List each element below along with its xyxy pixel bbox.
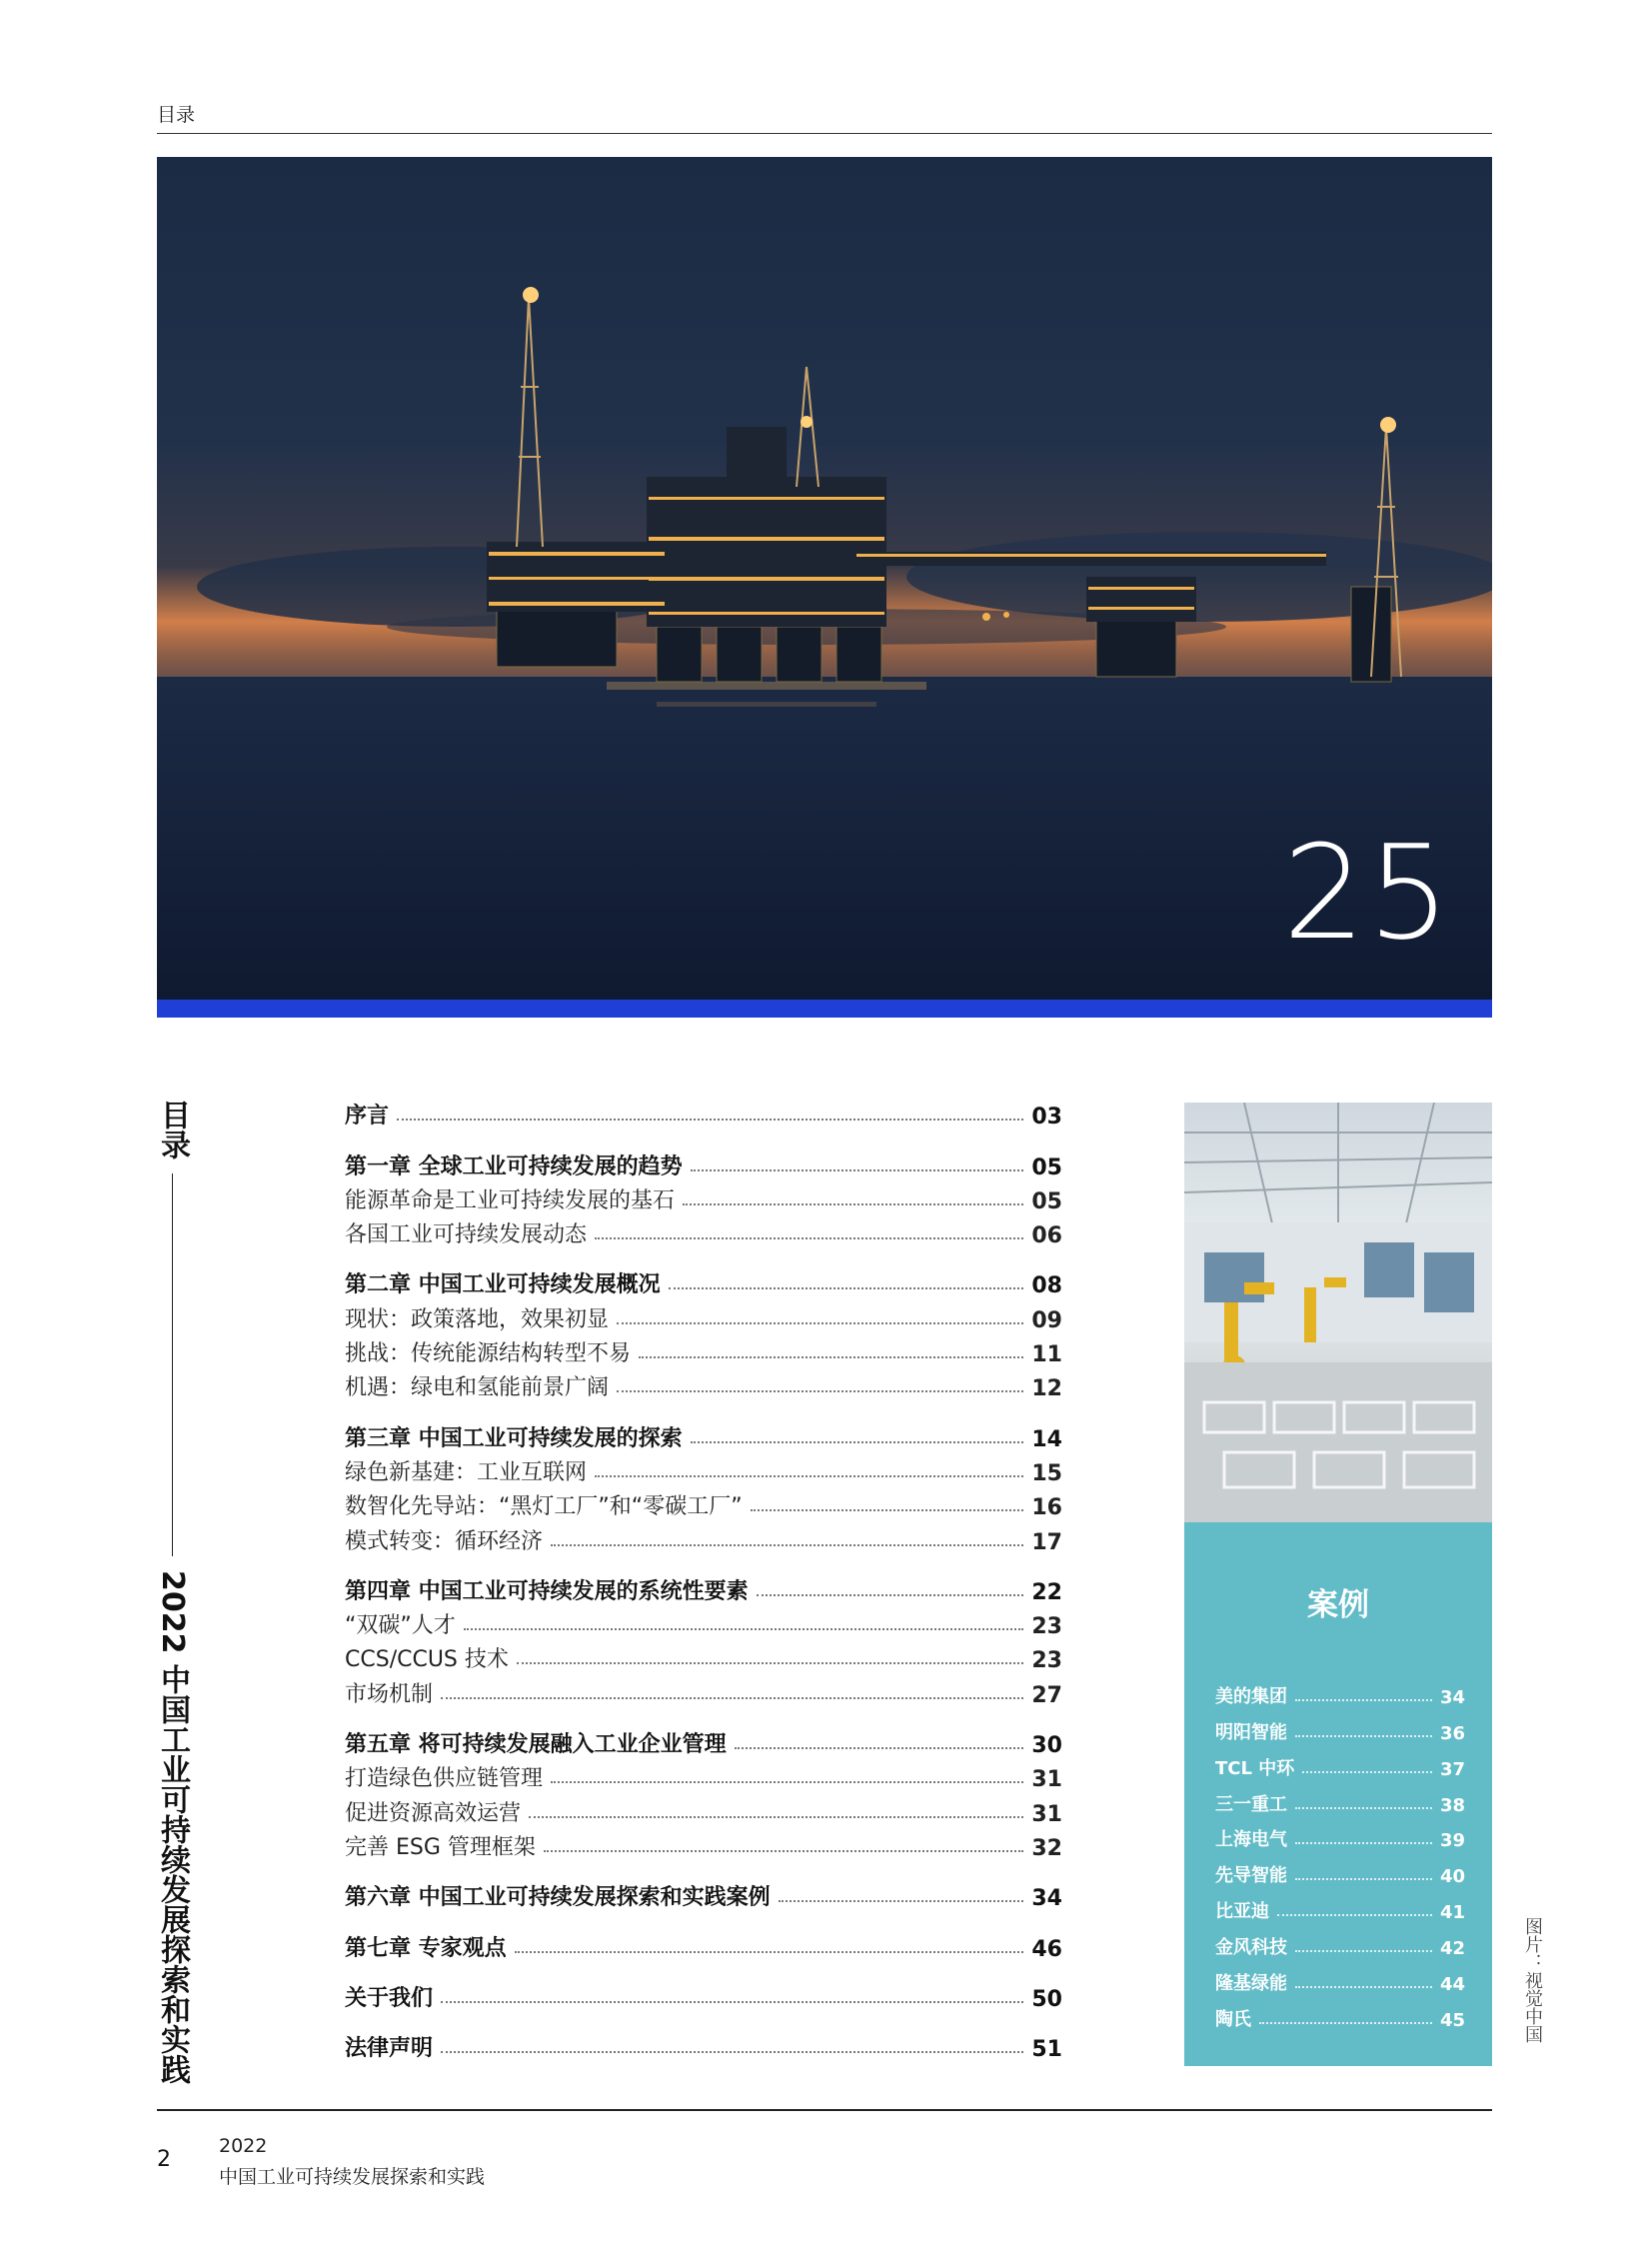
footer-divider bbox=[157, 2109, 1492, 2111]
toc-leader-dots bbox=[735, 1747, 1024, 1749]
case-entry[interactable] bbox=[1215, 1672, 1465, 1708]
toc-entry-title: 打造绿色供应链管理 bbox=[345, 1766, 544, 1792]
toc-leader-dots bbox=[441, 2001, 1023, 2003]
toc-entry-title: 市场机制 bbox=[345, 1681, 434, 1707]
case-leader-dots bbox=[1295, 1842, 1432, 1844]
case-entry[interactable] bbox=[1215, 1959, 1465, 1995]
toc-entry-title: 模式转变：循环经济 bbox=[345, 1528, 544, 1554]
toc-entry-title: 第三章 中国工业可持续发展的探索 bbox=[345, 1425, 683, 1451]
toc-leader-dots bbox=[779, 1900, 1024, 1902]
case-entry[interactable] bbox=[1215, 1887, 1465, 1923]
toc-entry-page: 08 bbox=[1031, 1273, 1062, 1299]
toc-entry-title: 第六章 中国工业可持续发展探索和实践案例 bbox=[345, 1885, 771, 1911]
case-entry[interactable] bbox=[1215, 1995, 1465, 2031]
toc-group bbox=[345, 1096, 1062, 1129]
toc-leader-dots bbox=[551, 1781, 1023, 1783]
factory-photo bbox=[1184, 1103, 1492, 1522]
table-of-contents bbox=[345, 1096, 1062, 2078]
toc-entry[interactable] bbox=[345, 1214, 1062, 1248]
toc-entry-page: 11 bbox=[1031, 1342, 1062, 1368]
toc-group bbox=[345, 1145, 1062, 1248]
toc-entry[interactable] bbox=[345, 1758, 1062, 1792]
case-leader-dots bbox=[1295, 1807, 1432, 1809]
toc-entry-title: 促进资源高效运营 bbox=[345, 1800, 522, 1826]
toc-entry-page: 27 bbox=[1031, 1682, 1062, 1708]
toc-leader-dots bbox=[529, 1816, 1023, 1818]
toc-entry[interactable] bbox=[345, 1877, 1062, 1911]
toc-entry-page: 03 bbox=[1031, 1105, 1062, 1130]
toc-leader-dots bbox=[441, 2051, 1023, 2053]
toc-entry[interactable] bbox=[345, 1724, 1062, 1758]
toc-group bbox=[345, 1264, 1062, 1401]
toc-entry[interactable] bbox=[345, 1452, 1062, 1486]
toc-entry[interactable] bbox=[345, 1096, 1062, 1129]
toc-entry-page: 16 bbox=[1031, 1495, 1062, 1521]
case-name: 比亚迪 bbox=[1215, 1901, 1269, 1923]
toc-entry-page: 31 bbox=[1031, 1801, 1062, 1827]
case-name: 金风科技 bbox=[1215, 1937, 1287, 1959]
case-leader-dots bbox=[1295, 1735, 1432, 1737]
toc-entry[interactable] bbox=[345, 1571, 1062, 1605]
toc-entry-title: 第七章 专家观点 bbox=[345, 1935, 507, 1961]
toc-entry-page: 22 bbox=[1031, 1579, 1062, 1605]
toc-entry[interactable] bbox=[345, 1827, 1062, 1861]
sidebar-divider bbox=[172, 1173, 173, 1556]
toc-entry[interactable] bbox=[345, 1927, 1062, 1961]
footer-report-title: 中国工业可持续发展探索和实践 bbox=[219, 2166, 486, 2188]
toc-leader-dots bbox=[683, 1203, 1023, 1205]
case-page: 41 bbox=[1439, 1902, 1465, 1924]
toc-entry-page: 51 bbox=[1031, 2037, 1062, 2063]
cases-list bbox=[1215, 1672, 1465, 2031]
toc-entry[interactable] bbox=[345, 2028, 1062, 2062]
toc-entry[interactable] bbox=[345, 1978, 1062, 2012]
toc-entry[interactable] bbox=[345, 1264, 1062, 1298]
toc-group bbox=[345, 1724, 1062, 1861]
case-name: 陶氏 bbox=[1215, 2008, 1251, 2030]
case-name: 先导智能 bbox=[1215, 1865, 1287, 1887]
toc-entry-page: 32 bbox=[1031, 1835, 1062, 1861]
toc-entry-title: 第五章 将可持续发展融入工业企业管理 bbox=[345, 1732, 727, 1758]
toc-entry-page: 06 bbox=[1031, 1223, 1062, 1249]
sidebar-title-text: 目录 bbox=[155, 1100, 190, 1159]
case-name: 三一重工 bbox=[1215, 1793, 1287, 1815]
toc-entry[interactable] bbox=[345, 1639, 1062, 1673]
toc-leader-dots bbox=[397, 1119, 1023, 1121]
case-name: 美的集团 bbox=[1215, 1685, 1287, 1707]
case-entry[interactable] bbox=[1215, 1708, 1465, 1744]
toc-entry[interactable] bbox=[345, 1333, 1062, 1367]
hero-image-offshore-platform bbox=[157, 157, 1492, 1000]
case-name: 隆基绿能 bbox=[1215, 1973, 1287, 1995]
case-page: 42 bbox=[1439, 1938, 1465, 1960]
toc-entry-title: 第四章 中国工业可持续发展的系统性要素 bbox=[345, 1578, 749, 1604]
toc-entry-title: 绿色新基建：工业互联网 bbox=[345, 1459, 588, 1485]
toc-entry[interactable] bbox=[345, 1180, 1062, 1214]
toc-leader-dots bbox=[544, 1850, 1023, 1852]
toc-leader-dots bbox=[639, 1356, 1023, 1358]
toc-entry-page: 09 bbox=[1031, 1307, 1062, 1333]
toc-entry-page: 50 bbox=[1031, 1986, 1062, 2012]
toc-group bbox=[345, 1927, 1062, 1961]
case-entry[interactable] bbox=[1215, 1780, 1465, 1816]
toc-leader-dots bbox=[751, 1509, 1024, 1511]
toc-leader-dots bbox=[517, 1662, 1023, 1664]
photo-credit: 图片：视觉中国 bbox=[1522, 1917, 1543, 2043]
case-name: 明阳智能 bbox=[1215, 1721, 1287, 1743]
toc-entry-page: 23 bbox=[1031, 1648, 1062, 1674]
toc-entry[interactable] bbox=[345, 1605, 1062, 1639]
toc-leader-dots bbox=[757, 1594, 1024, 1596]
toc-leader-dots bbox=[691, 1169, 1024, 1171]
toc-leader-dots bbox=[595, 1475, 1023, 1477]
toc-entry-title: 序言 bbox=[345, 1104, 390, 1129]
toc-entry[interactable] bbox=[345, 1486, 1062, 1520]
toc-entry[interactable] bbox=[345, 1367, 1062, 1401]
toc-entry-title: 现状：政策落地，效果初显 bbox=[345, 1306, 610, 1332]
toc-leader-dots bbox=[441, 1697, 1023, 1699]
toc-entry[interactable] bbox=[345, 1520, 1062, 1554]
toc-leader-dots bbox=[595, 1237, 1023, 1239]
case-page: 34 bbox=[1439, 1686, 1465, 1708]
hero-number: 25 bbox=[1282, 817, 1452, 969]
case-name: 上海电气 bbox=[1215, 1829, 1287, 1851]
toc-entry[interactable] bbox=[345, 1145, 1062, 1179]
toc-entry-title: 能源革命是工业可持续发展的基石 bbox=[345, 1187, 676, 1213]
case-entry[interactable] bbox=[1215, 1816, 1465, 1852]
header-label: 目录 bbox=[157, 104, 196, 126]
toc-entry-title: 机遇：绿电和氢能前景广阔 bbox=[345, 1375, 610, 1401]
toc-group bbox=[345, 1877, 1062, 1911]
case-leader-dots bbox=[1295, 1699, 1432, 1701]
case-entry[interactable] bbox=[1215, 1744, 1465, 1780]
toc-entry[interactable] bbox=[345, 1792, 1062, 1826]
toc-leader-dots bbox=[617, 1390, 1023, 1392]
toc-entry-page: 17 bbox=[1031, 1529, 1062, 1555]
toc-entry-title: 关于我们 bbox=[345, 1985, 434, 2011]
toc-leader-dots bbox=[669, 1287, 1024, 1289]
case-leader-dots bbox=[1277, 1914, 1432, 1916]
case-leader-dots bbox=[1295, 1986, 1432, 1988]
toc-group bbox=[345, 2028, 1062, 2062]
accent-bar bbox=[157, 1000, 1492, 1018]
toc-entry-page: 15 bbox=[1031, 1460, 1062, 1486]
footer-year: 2022 bbox=[219, 2135, 268, 2157]
footer-page-number: 2 bbox=[157, 2147, 171, 2172]
toc-group bbox=[345, 1417, 1062, 1554]
case-entry[interactable] bbox=[1215, 1923, 1465, 1959]
case-leader-dots bbox=[1295, 1878, 1432, 1880]
toc-entry-page: 12 bbox=[1031, 1376, 1062, 1402]
toc-leader-dots bbox=[464, 1628, 1024, 1630]
case-entry[interactable] bbox=[1215, 1851, 1465, 1887]
toc-entry-page: 23 bbox=[1031, 1614, 1062, 1640]
toc-entry-page: 14 bbox=[1031, 1426, 1062, 1452]
case-page: 38 bbox=[1439, 1794, 1465, 1816]
toc-entry-page: 30 bbox=[1031, 1733, 1062, 1759]
toc-entry-title: 第二章 中国工业可持续发展概况 bbox=[345, 1272, 661, 1298]
toc-entry-title: 各国工业可持续发展动态 bbox=[345, 1222, 588, 1248]
case-page: 39 bbox=[1439, 1830, 1465, 1852]
toc-entry-page: 31 bbox=[1031, 1767, 1062, 1793]
toc-leader-dots bbox=[617, 1322, 1023, 1324]
sidebar-title bbox=[150, 1100, 194, 2084]
case-leader-dots bbox=[1295, 1950, 1432, 1952]
case-page: 40 bbox=[1439, 1866, 1465, 1888]
toc-entry[interactable] bbox=[345, 1673, 1062, 1707]
cases-title: 案例 bbox=[1307, 1587, 1369, 1623]
toc-group bbox=[345, 1978, 1062, 2012]
cases-panel bbox=[1184, 1522, 1492, 2066]
toc-group bbox=[345, 1571, 1062, 1708]
toc-entry-title: 挑战：传统能源结构转型不易 bbox=[345, 1341, 632, 1367]
toc-leader-dots bbox=[515, 1951, 1024, 1953]
case-page: 36 bbox=[1439, 1722, 1465, 1744]
case-leader-dots bbox=[1259, 2022, 1432, 2024]
case-leader-dots bbox=[1302, 1771, 1432, 1773]
toc-entry-title: 法律声明 bbox=[345, 2036, 434, 2062]
toc-entry-page: 34 bbox=[1031, 1886, 1062, 1912]
toc-entry-title: CCS/CCUS 技术 bbox=[345, 1647, 509, 1673]
header-divider bbox=[157, 133, 1492, 134]
toc-leader-dots bbox=[691, 1441, 1024, 1443]
case-page: 37 bbox=[1439, 1758, 1465, 1780]
toc-entry-title: “双碳”人才 bbox=[345, 1613, 456, 1639]
toc-entry[interactable] bbox=[345, 1417, 1062, 1451]
case-page: 44 bbox=[1439, 1974, 1465, 1996]
factory-floor-illustration bbox=[1184, 1103, 1492, 1522]
toc-entry-page: 46 bbox=[1031, 1936, 1062, 1962]
sidebar-subtitle: 2022 中国工业可持续发展探索和实践 bbox=[155, 1570, 190, 2084]
case-name: TCL 中环 bbox=[1215, 1757, 1295, 1779]
case-page: 45 bbox=[1439, 2009, 1465, 2031]
toc-entry[interactable] bbox=[345, 1298, 1062, 1332]
toc-entry-page: 05 bbox=[1031, 1154, 1062, 1180]
toc-entry-title: 第一章 全球工业可持续发展的趋势 bbox=[345, 1153, 683, 1179]
toc-leader-dots bbox=[551, 1544, 1023, 1546]
toc-entry-title: 数智化先导站：“黑灯工厂”和“零碳工厂” bbox=[345, 1494, 743, 1520]
toc-entry-page: 05 bbox=[1031, 1188, 1062, 1214]
toc-entry-title: 完善 ESG 管理框架 bbox=[345, 1834, 536, 1860]
